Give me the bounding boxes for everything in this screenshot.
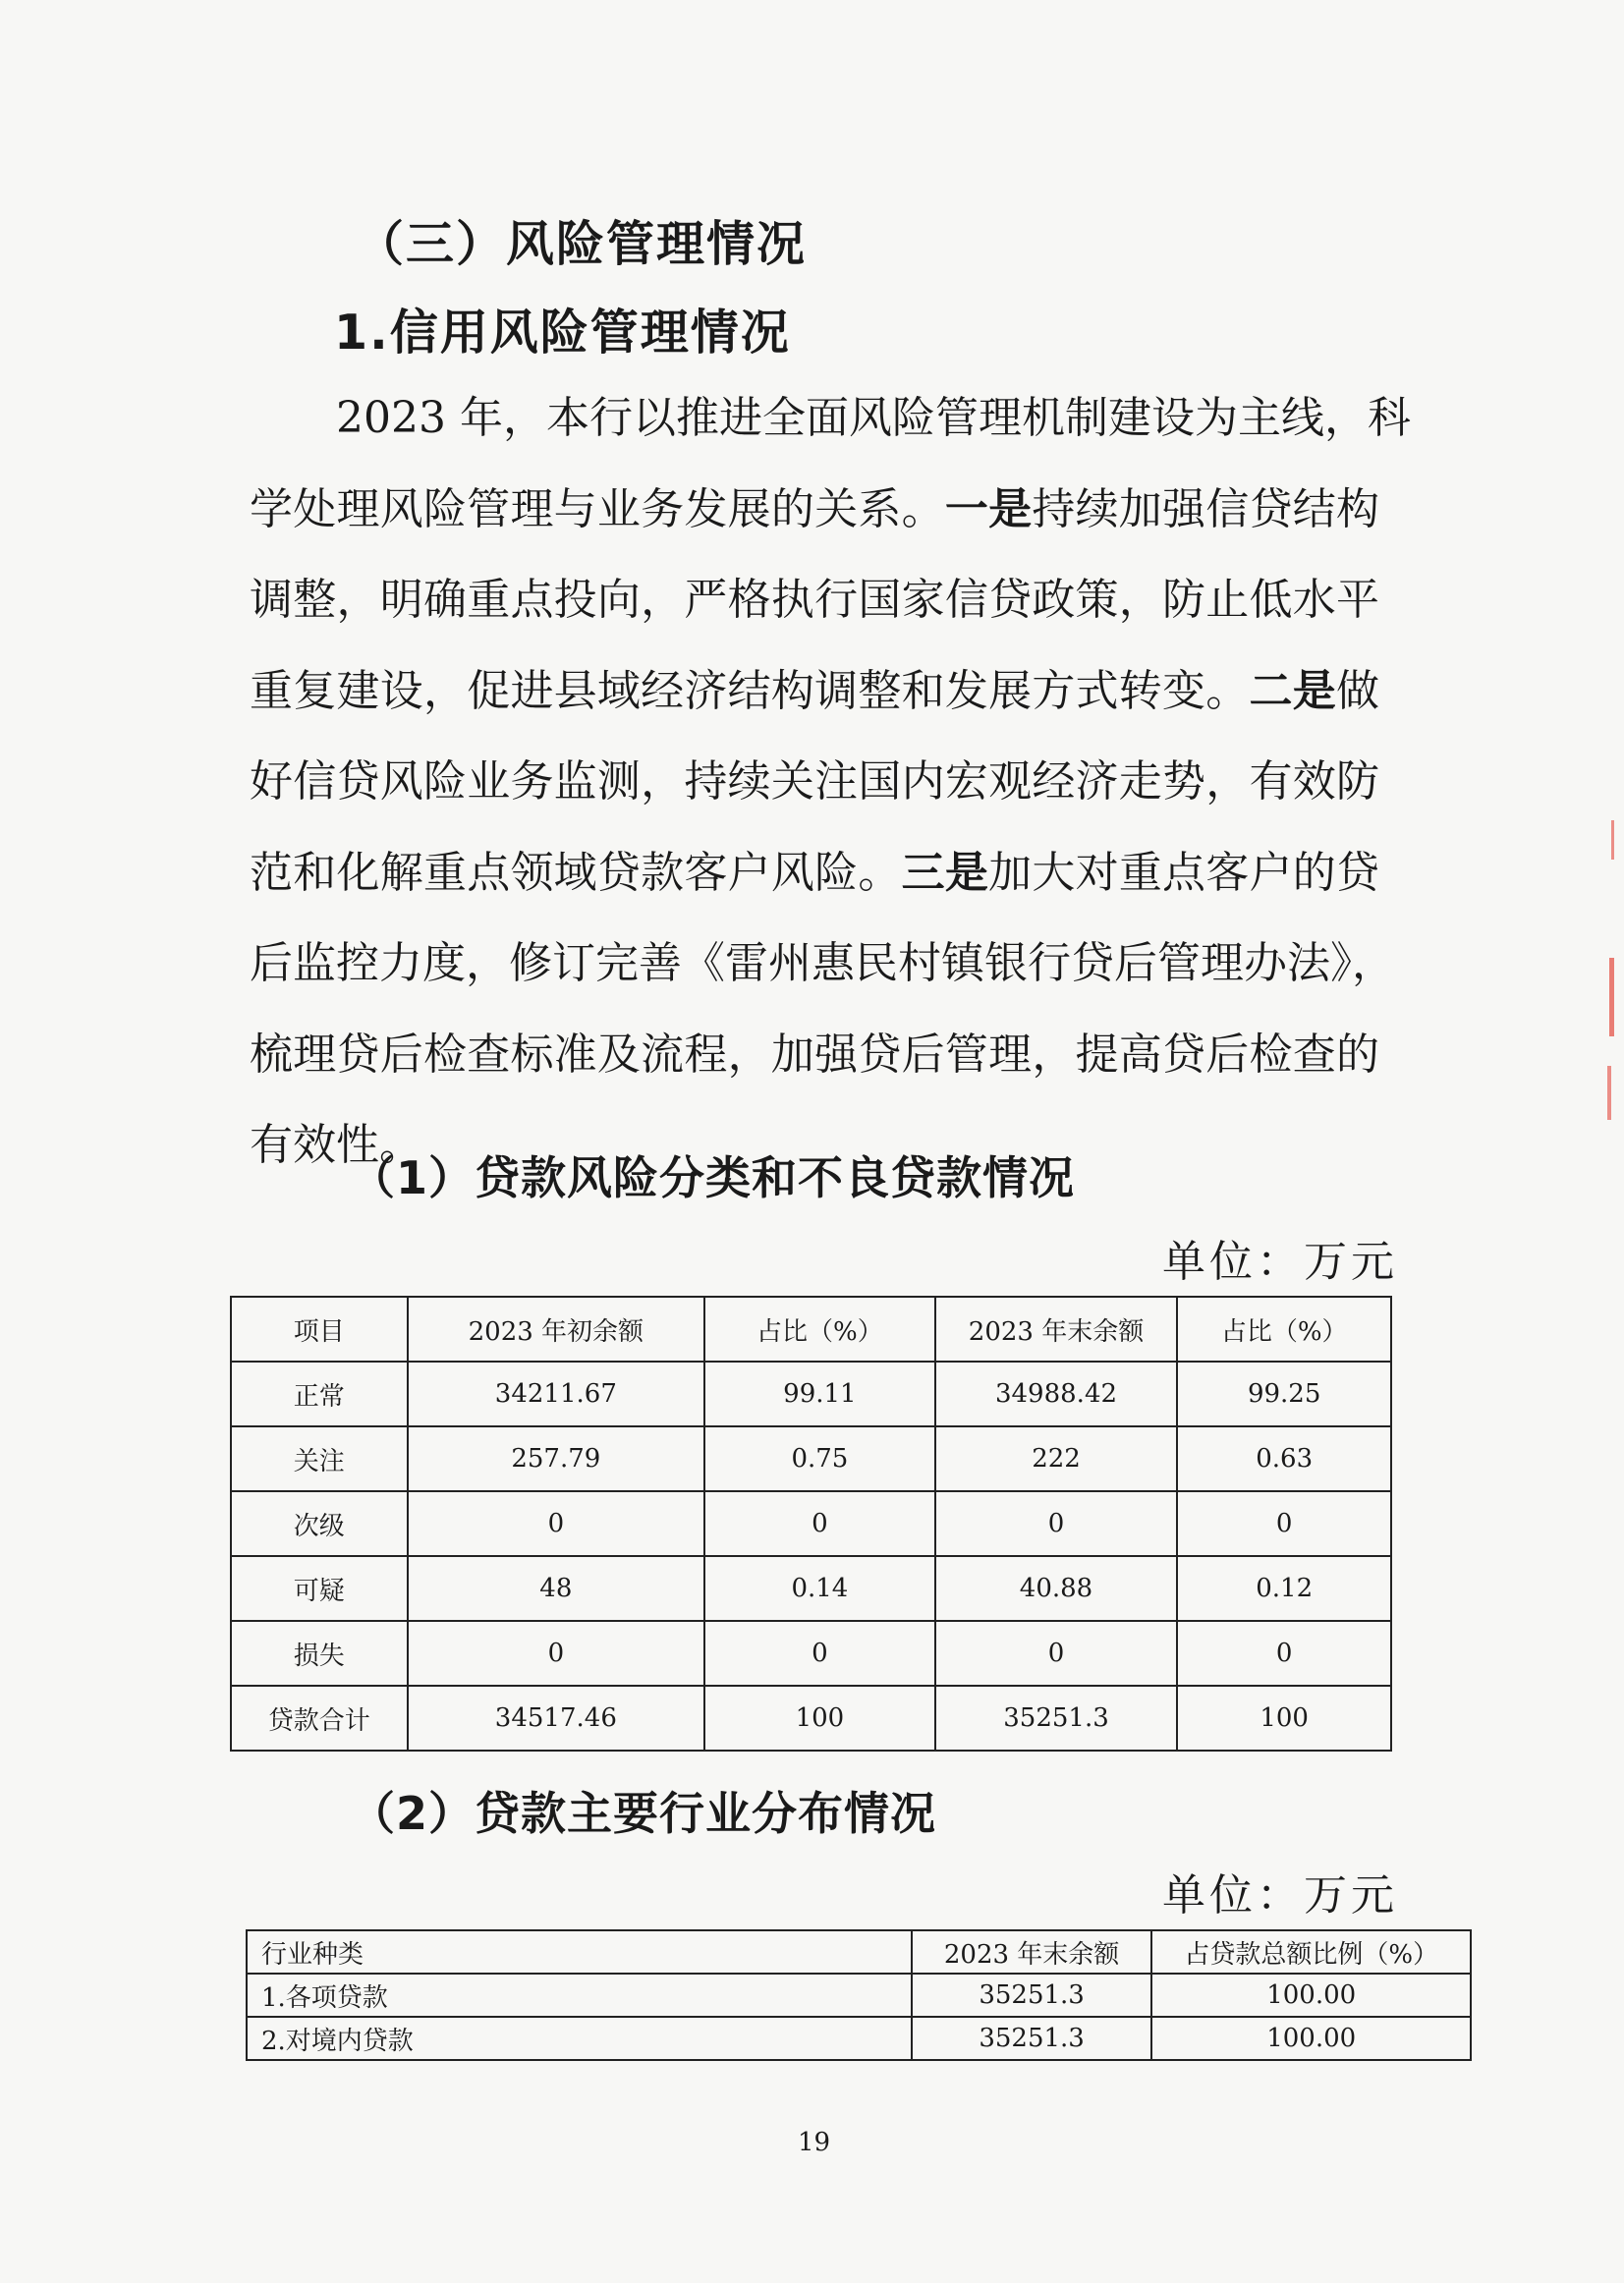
table-cell: 0 <box>704 1621 935 1686</box>
table-cell: 2.对境内贷款 <box>247 2017 912 2060</box>
table-row <box>247 2017 1471 2060</box>
table-cell: 35251.3 <box>912 1974 1152 2017</box>
paragraph-line: 好信贷风险业务监测，持续关注国内宏观经济走势，有效防 <box>250 756 1379 807</box>
page-number: 19 <box>798 2128 831 2157</box>
paragraph-line: 调整，明确重点投向，严格执行国家信贷政策，防止低水平 <box>250 575 1379 625</box>
table-cell: 0.63 <box>1177 1426 1391 1491</box>
table-cell: 1.各项贷款 <box>247 1974 912 2017</box>
header-cell: 项目 <box>231 1297 408 1362</box>
table-cell: 40.88 <box>935 1556 1178 1621</box>
table-row <box>231 1556 1391 1621</box>
table-cell: 100 <box>704 1686 935 1751</box>
paragraph-line: 范和化解重点领域贷款客户风险。三是加大对重点客户的贷 <box>250 847 1380 898</box>
stamp-mark <box>1609 958 1614 1036</box>
table-cell: 0.12 <box>1177 1556 1391 1621</box>
table-cell: 34211.67 <box>408 1362 705 1426</box>
table-row <box>247 1974 1471 2017</box>
table-row <box>231 1686 1391 1751</box>
stamp-mark <box>1611 820 1614 860</box>
table-row <box>231 1362 1391 1426</box>
loan-risk-table <box>230 1296 1392 1752</box>
table-row <box>231 1426 1391 1491</box>
table-row <box>231 1621 1391 1686</box>
table-cell: 100.00 <box>1151 1974 1471 2017</box>
stamp-mark <box>1607 1066 1611 1120</box>
paragraph-line: 2023 年，本行以推进全面风险管理机制建设为主线，科 <box>336 393 1411 443</box>
header-cell: 行业种类 <box>247 1930 912 1974</box>
table-cell: 222 <box>935 1426 1178 1491</box>
subsection-heading: 1.信用风险管理情况 <box>334 305 791 361</box>
table-cell: 34517.46 <box>408 1686 705 1751</box>
table-cell: 0 <box>1177 1491 1391 1556</box>
table-cell: 35251.3 <box>935 1686 1178 1751</box>
table-cell: 损失 <box>231 1621 408 1686</box>
header-cell: 占比（%） <box>704 1297 935 1362</box>
table-cell: 次级 <box>231 1491 408 1556</box>
table-cell: 100.00 <box>1151 2017 1471 2060</box>
body-paragraph <box>250 373 1411 1192</box>
table-cell: 0 <box>1177 1621 1391 1686</box>
table-cell: 99.11 <box>704 1362 935 1426</box>
header-cell: 占贷款总额比例（%） <box>1151 1930 1471 1974</box>
paragraph-line: 有效性。 <box>250 1120 422 1170</box>
paragraph-line: 后监控力度，修订完善《雷州惠民村镇银行贷后管理办法》， <box>250 938 1395 988</box>
unit-label: 单位：万元 <box>1162 1870 1398 1921</box>
paragraph-line: 梳理贷后检查标准及流程，加强贷后管理，提高贷后检查的 <box>250 1029 1379 1080</box>
table-cell: 100 <box>1177 1686 1391 1751</box>
table-cell: 0 <box>935 1491 1178 1556</box>
loan-risk-title: （1）贷款风险分类和不良贷款情况 <box>350 1151 1076 1204</box>
table-cell: 0.14 <box>704 1556 935 1621</box>
table-row <box>231 1491 1391 1556</box>
table-cell: 35251.3 <box>912 2017 1152 2060</box>
table-cell: 贷款合计 <box>231 1686 408 1751</box>
table-header-row <box>247 1930 1471 1974</box>
table-cell: 0.75 <box>704 1426 935 1491</box>
table-cell: 0 <box>408 1621 705 1686</box>
table-cell: 可疑 <box>231 1556 408 1621</box>
industry-table <box>246 1929 1472 2061</box>
header-cell: 2023 年初余额 <box>408 1297 705 1362</box>
paragraph-line: 学处理风险管理与业务发展的关系。一是持续加强信贷结构 <box>250 483 1380 534</box>
header-cell: 占比（%） <box>1177 1297 1391 1362</box>
table-cell: 关注 <box>231 1426 408 1491</box>
table-cell: 48 <box>408 1556 705 1621</box>
section-heading: （三）风险管理情况 <box>356 216 808 272</box>
table-header-row <box>231 1297 1391 1362</box>
table-cell: 99.25 <box>1177 1362 1391 1426</box>
table-cell: 0 <box>408 1491 705 1556</box>
table-cell: 0 <box>935 1621 1178 1686</box>
header-cell: 2023 年末余额 <box>935 1297 1178 1362</box>
table-cell: 0 <box>704 1491 935 1556</box>
header-cell: 2023 年末余额 <box>912 1930 1152 1974</box>
table-cell: 正常 <box>231 1362 408 1426</box>
industry-distribution-title: （2）贷款主要行业分布情况 <box>350 1787 937 1840</box>
table-cell: 257.79 <box>408 1426 705 1491</box>
table-cell: 34988.42 <box>935 1362 1178 1426</box>
paragraph-line: 重复建设，促进县域经济结构调整和发展方式转变。二是做 <box>250 665 1380 716</box>
unit-label: 单位：万元 <box>1162 1237 1398 1287</box>
